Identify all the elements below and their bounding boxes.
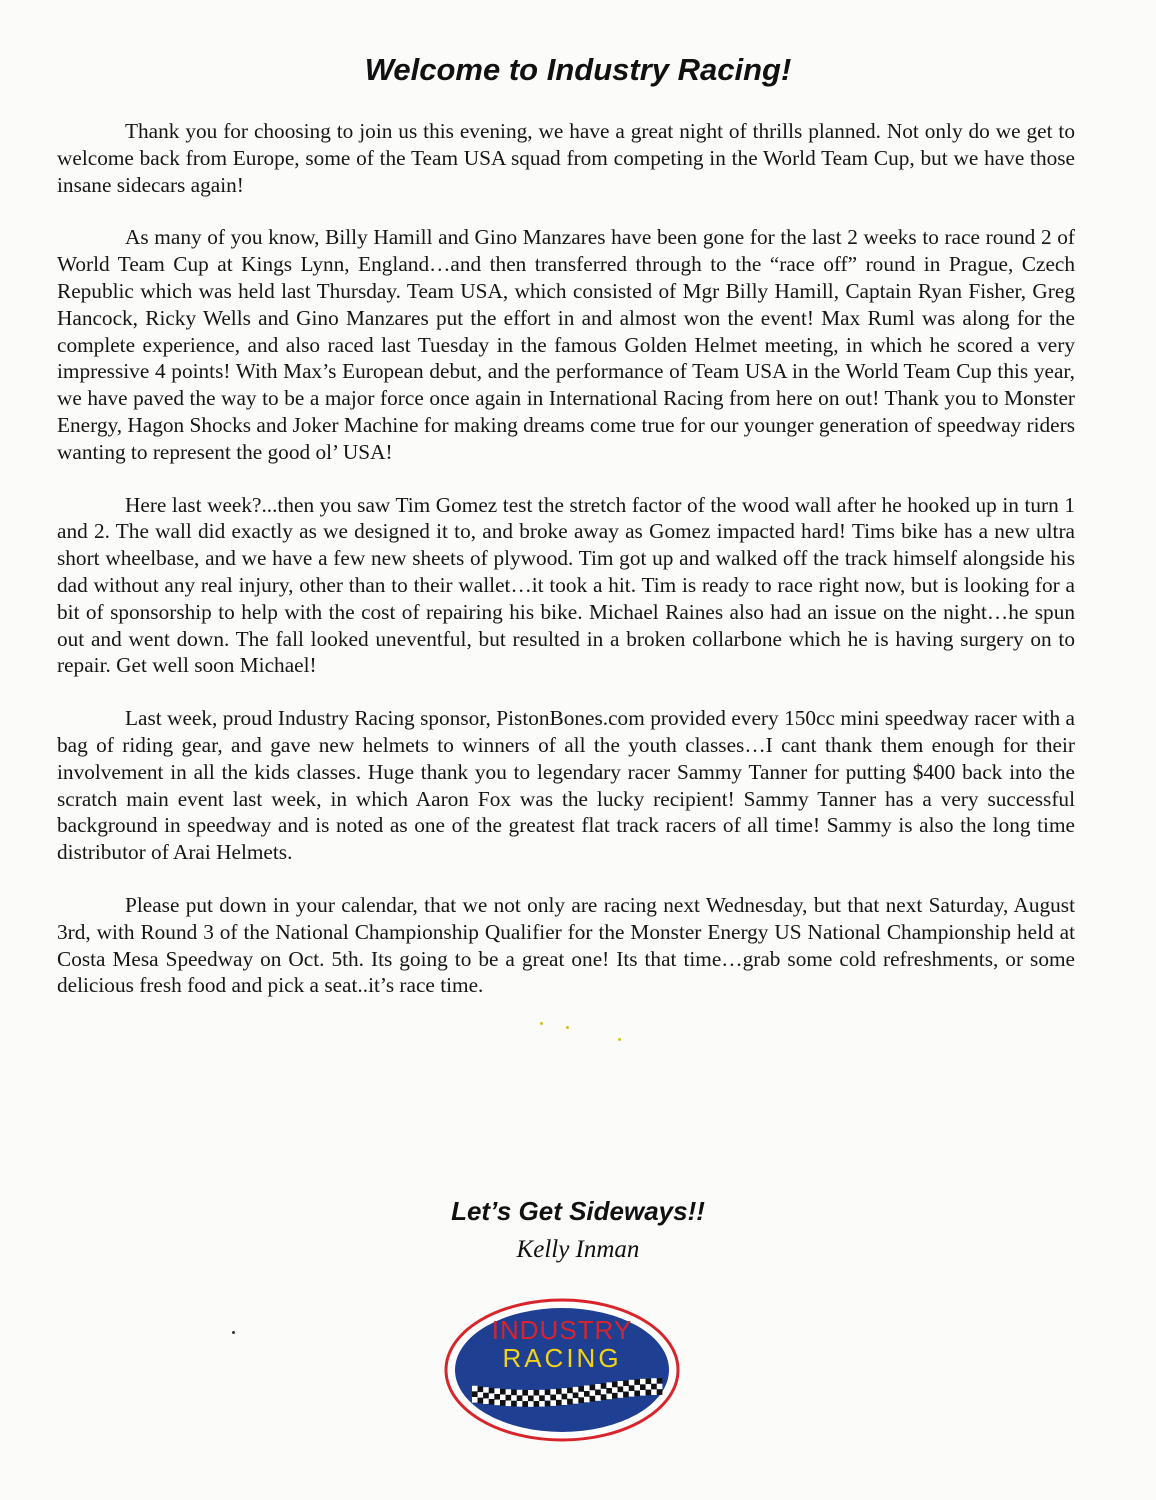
page-title: Welcome to Industry Racing! bbox=[364, 52, 792, 87]
checker-square bbox=[578, 1397, 584, 1403]
checker-square bbox=[573, 1387, 579, 1393]
checker-square bbox=[483, 1393, 489, 1399]
checker-square bbox=[550, 1395, 556, 1401]
checker-square bbox=[651, 1389, 657, 1395]
checker-square bbox=[595, 1390, 601, 1396]
checker-square bbox=[511, 1395, 517, 1401]
checker-square bbox=[522, 1390, 528, 1396]
checker-square bbox=[590, 1385, 596, 1391]
logo-text-racing: RACING bbox=[502, 1343, 622, 1373]
checker-square bbox=[517, 1390, 523, 1396]
checker-square bbox=[489, 1388, 495, 1394]
checker-square bbox=[584, 1391, 590, 1397]
checker-square bbox=[646, 1384, 652, 1390]
paragraph-4: Last week, proud Industry Racing sponsor, PistonBones.com provided every 150cc mini speedway racer with a bag of riding gear, and gave new helmets to winners of all the youth classes…I cant thank them enough for their involvement in all the kids classes. Huge thank you to legendary racer Sammy Tanner for putting $400 back into the scratch main event last week, in which Aaron Fox was the lucky recipient! Sammy Tanner has a very successful background in speedway and is noted as one of the greatest flat track racers of all time! Sammy is also the long time distributor of Arai Helmets. bbox=[57, 706, 1075, 865]
checker-square bbox=[478, 1392, 484, 1398]
checker-square bbox=[478, 1387, 484, 1393]
checker-square bbox=[567, 1388, 573, 1394]
checker-square bbox=[601, 1394, 607, 1400]
checker-square bbox=[618, 1387, 624, 1393]
checker-square bbox=[528, 1390, 534, 1396]
checker-square bbox=[522, 1396, 528, 1402]
checker-square bbox=[500, 1389, 506, 1395]
checker-square bbox=[623, 1380, 629, 1386]
checker-square bbox=[511, 1401, 517, 1407]
checker-square bbox=[539, 1390, 545, 1396]
checker-square bbox=[606, 1394, 612, 1400]
checker-square bbox=[550, 1389, 556, 1395]
checker-square bbox=[506, 1389, 512, 1395]
checker-square bbox=[562, 1388, 568, 1394]
checker-square bbox=[618, 1381, 624, 1387]
checker-square bbox=[534, 1390, 540, 1396]
checker-square bbox=[629, 1380, 635, 1386]
checker-square bbox=[522, 1401, 528, 1407]
checker-square bbox=[567, 1393, 573, 1399]
checker-square bbox=[511, 1390, 517, 1396]
checker-square bbox=[657, 1389, 663, 1395]
checker-square bbox=[545, 1395, 551, 1401]
checker-square bbox=[506, 1401, 512, 1407]
paragraph-2: As many of you know, Billy Hamill and Gino Manzares have been gone for the last 2 weeks to race round 2 of World Team Cup at Kings Lynn, England…and then transferred through to the “race off” round in Prague, Czech Republic which was held last Thursday. Team USA, which consisted of Mgr Billy Hamill, Captain Ryan Fisher, Greg Hancock, Ricky Wells and Gino Manzares put the effort in and almost won the event! Max Ruml was along for the complete experience, and also raced last Tuesday in the famous Golden Helmet meeting, in which he scored a very impressive 4 points! With Max’s European debut, and the performance of Team USA in the World Team Cup this year, we have paved the way to be a major force once again in International Racing from here on out! Thank you to Monster Energy, Hagon Shocks and Joker Machine for making dreams come true for our younger generation of speedway riders wanting to represent the good ol’ USA! bbox=[57, 225, 1075, 464]
checker-square bbox=[489, 1399, 495, 1405]
checker-square bbox=[634, 1385, 640, 1391]
checker-square bbox=[578, 1392, 584, 1398]
checker-square bbox=[601, 1383, 607, 1389]
checker-square bbox=[623, 1392, 629, 1398]
checker-square bbox=[500, 1395, 506, 1401]
checker-square bbox=[534, 1396, 540, 1402]
paper-speck bbox=[618, 1038, 621, 1041]
paragraph-1: Thank you for choosing to join us this evening, we have a great night of thrills planned. Not only do we get to welcome back from Europe, some of the Team USA squad from competing in the World Team Cup, but we have those insane sidecars again! bbox=[57, 119, 1075, 197]
checker-square bbox=[494, 1388, 500, 1394]
paper-speck bbox=[540, 1022, 543, 1025]
checker-square bbox=[629, 1391, 635, 1397]
logo-text-industry: INDUSTRY bbox=[491, 1315, 633, 1345]
checker-square bbox=[562, 1394, 568, 1400]
checker-square bbox=[494, 1400, 500, 1406]
checker-square bbox=[573, 1393, 579, 1399]
checker-square bbox=[528, 1401, 534, 1407]
signoff: Let’s Get Sideways!! bbox=[451, 1196, 705, 1226]
paragraph-3: Here last week?...then you saw Tim Gomez test the stretch factor of the wood wall after he hooked up in turn 1 and 2. The wall did exactly as we designed it to, and broke away as Gomez impacted hard! Tims bike has a new ultra short wheelbase, and we have a few new sheets of plywood. Tim got up and walked off the track himself alongside his dad without any real injury, other than to their wallet…it took a hit. Tim is ready to race right now, but is looking for a bit of sponsorship to help with the cost of repairing his bike. Michael Raines also had an issue on the night…he spun out and went down. The fall looked uneventful, but resulted in a broken collarbone which he is having surgery on to repair. Get well soon Michael! bbox=[57, 492, 1075, 678]
checker-square bbox=[618, 1392, 624, 1398]
checker-square bbox=[556, 1400, 562, 1406]
checker-square bbox=[646, 1390, 652, 1396]
checker-square bbox=[612, 1387, 618, 1393]
checker-square bbox=[657, 1384, 663, 1390]
checker-square bbox=[646, 1379, 652, 1385]
paper-speck bbox=[566, 1026, 569, 1029]
paragraph-5: Please put down in your calendar, that we not only are racing next Wednesday, but that next Saturday, August 3rd, with Round 3 of the National Championship Qualifier for the Monster Energy US National Championship held at Costa Mesa Speedway on Oct. 5th. Its going to be a great one! Its that time…grab some cold refreshments, or some delicious fresh food and pick a seat..it’s race time. bbox=[57, 892, 1075, 998]
checker-square bbox=[606, 1388, 612, 1394]
checker-square bbox=[483, 1398, 489, 1404]
checker-square bbox=[640, 1379, 646, 1385]
checker-square bbox=[556, 1389, 562, 1395]
checker-square bbox=[478, 1398, 484, 1404]
checker-square bbox=[623, 1386, 629, 1392]
author-signature: Kelly Inman bbox=[516, 1236, 640, 1263]
checker-square bbox=[573, 1398, 579, 1404]
checker-square bbox=[578, 1386, 584, 1392]
checker-square bbox=[640, 1384, 646, 1390]
checker-square bbox=[556, 1394, 562, 1400]
checker-square bbox=[539, 1395, 545, 1401]
checker-square bbox=[472, 1391, 478, 1397]
checker-square bbox=[472, 1386, 478, 1392]
checker-square bbox=[472, 1397, 478, 1403]
checker-square bbox=[562, 1399, 568, 1405]
checker-square bbox=[651, 1384, 657, 1390]
checker-square bbox=[612, 1393, 618, 1399]
checker-square bbox=[567, 1399, 573, 1405]
checker-square bbox=[634, 1391, 640, 1397]
article-body bbox=[57, 118, 1075, 1025]
checker-square bbox=[545, 1401, 551, 1407]
checker-square bbox=[584, 1397, 590, 1403]
checker-square bbox=[657, 1378, 663, 1384]
checker-square bbox=[595, 1384, 601, 1390]
checker-square bbox=[539, 1401, 545, 1407]
industry-racing-logo bbox=[444, 1298, 680, 1442]
checker-square bbox=[595, 1395, 601, 1401]
checker-square bbox=[517, 1395, 523, 1401]
checker-square bbox=[550, 1400, 556, 1406]
checker-square bbox=[601, 1389, 607, 1395]
checker-square bbox=[483, 1387, 489, 1393]
checker-square bbox=[606, 1382, 612, 1388]
checker-square bbox=[545, 1390, 551, 1396]
checker-square bbox=[629, 1385, 635, 1391]
checker-square bbox=[651, 1378, 657, 1384]
checker-square bbox=[528, 1396, 534, 1402]
checker-square bbox=[590, 1396, 596, 1402]
checker-square bbox=[590, 1390, 596, 1396]
checker-square bbox=[640, 1390, 646, 1396]
checker-square bbox=[489, 1393, 495, 1399]
paper-speck bbox=[232, 1331, 235, 1334]
checker-square bbox=[534, 1401, 540, 1407]
checker-square bbox=[517, 1401, 523, 1407]
checker-square bbox=[612, 1382, 618, 1388]
checker-square bbox=[494, 1394, 500, 1400]
checker-square bbox=[584, 1386, 590, 1392]
checker-square bbox=[506, 1395, 512, 1401]
checker-square bbox=[634, 1379, 640, 1385]
checker-square bbox=[500, 1400, 506, 1406]
